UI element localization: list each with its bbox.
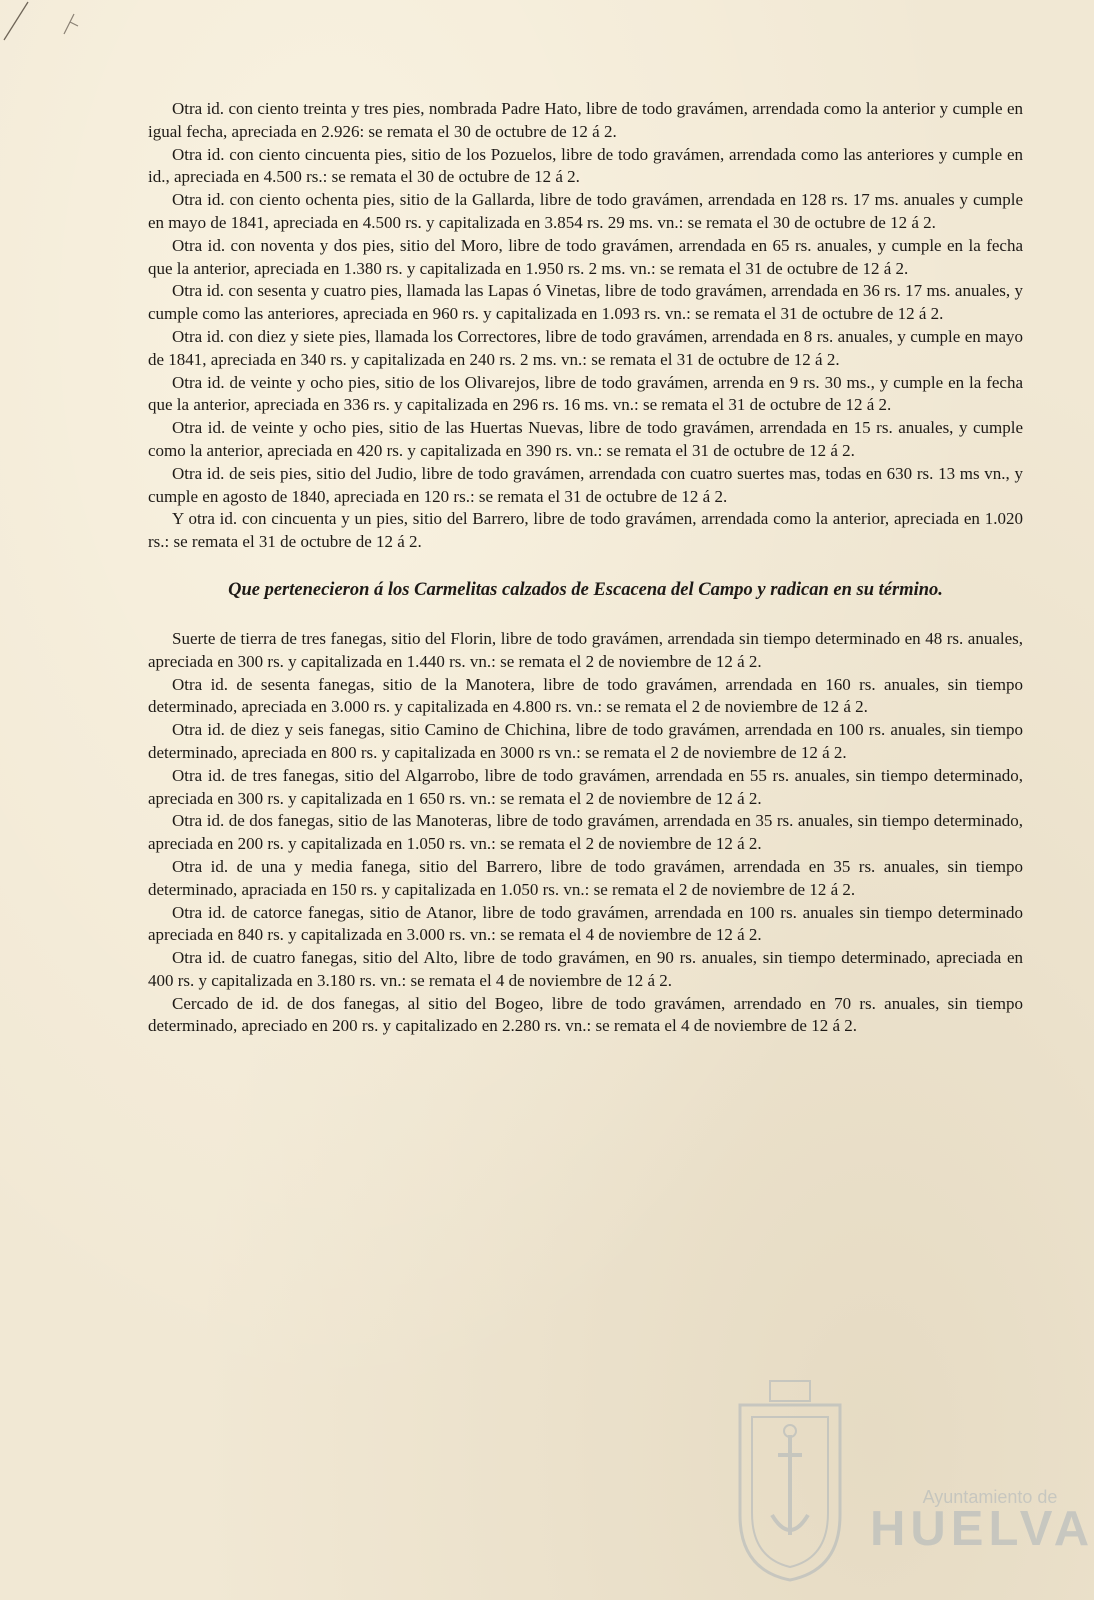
property-entry: Y otra id. con cincuenta y un pies, sitio del Barrero, libre de todo gravámen, arrendada como la anterior, apreciada en 1.020 rs.: se remata el 31 de octubre de 12 á 2. bbox=[148, 509, 1023, 552]
property-entry: Cercado de id. de dos fanegas, al sitio del Bogeo, libre de todo gravámen, arrendado en 70 rs. anuales, sin tiempo determinado, apreciado en 200 rs. y capitalizado en 2.280 rs. vn.: se remata el 4 de noviembre de 12 á 2. bbox=[148, 993, 1023, 1036]
property-entry: Otra id. de veinte y ocho pies, sitio de los Olivarejos, libre de todo gravámen, arrenda en 9 rs. 30 ms., y cumple en la fecha que la anterior, apreciada en 336 rs. y capitalizada en 296 rs. 16 ms. vn.: se remata el 31 de octubre de 12 á 2. bbox=[148, 372, 1023, 415]
property-entry: Otra id. de sesenta fanegas, sitio de la Manotera, libre de todo gravámen, arrendada en 160 rs. anuales, sin tiempo determinado, apreciada en 3.000 rs. y capitalizada en 4.800 rs. vn.: se remata el 2 de noviembre de 12 á 2. bbox=[148, 674, 1023, 717]
document-body bbox=[148, 98, 1023, 1038]
property-list-section-1 bbox=[148, 98, 1023, 554]
archive-watermark bbox=[730, 1375, 1094, 1600]
property-entry: Otra id. con ciento cincuenta pies, sitio de los Pozuelos, libre de todo gravámen, arrendada como las anteriores y cumple en id., apreciada en 4.500 rs.: se remata el 30 de octubre de 12 á 2. bbox=[148, 144, 1023, 187]
property-list-section-2 bbox=[148, 628, 1023, 1038]
property-entry: Otra id. con noventa y dos pies, sitio del Moro, libre de todo gravámen, arrendada en 65 rs. anuales, y cumple en la fecha que la anterior, apreciada en 1.380 rs. y capitalizada en 1.950 rs. 2 ms. vn.: se remata el 31 de octubre de 12 á 2. bbox=[148, 235, 1023, 278]
property-entry: Otra id. con ciento ochenta pies, sitio de la Gallarda, libre de todo gravámen, arrendada en 128 rs. 17 ms. anuales y cumple en mayo de 1841, apreciada en 4.500 rs. y capitalizada en 3.854 rs. 29 ms. vn.: se remata el 30 de octubre de 12 á 2. bbox=[148, 190, 1023, 232]
property-entry: Otra id. de seis pies, sitio del Judio, libre de todo gravámen, arrendada con cuatro suertes mas, todas en 630 rs. 13 ms vn., y cumple en agosto de 1840, apreciada en 120 rs.: se remata el 31 de octubre de 12 á 2. bbox=[148, 463, 1023, 506]
property-entry: Otra id. de veinte y ocho pies, sitio de las Huertas Nuevas, libre de todo gravámen, arrendada en 15 rs. anuales, y cumple como la anterior, apreciada en 420 rs. y capitalizada en 390 rs. vn.: se remata el 31 de octubre de 12 á 2. bbox=[148, 418, 1023, 460]
property-entry: Otra id. con diez y siete pies, llamada los Correctores, libre de todo gravámen, arrendada en 8 rs. anuales, y cumple en mayo de 1841, apreciada en 340 rs. y capitalizada en 240 rs. 2 ms. vn.: se remata el 31 de octubre de 12 á 2. bbox=[148, 326, 1023, 369]
property-entry: Otra id. de catorce fanegas, sitio de Atanor, libre de todo gravámen, arrendada en 100 rs. anuales sin tiempo determinado apreciada en 840 rs. y capitalizada en 3.000 rs. vn.: se remata el 4 de noviembre de 12 á 2. bbox=[148, 902, 1023, 945]
corner-pen-marks bbox=[0, 0, 90, 60]
property-entry: Otra id. de una y media fanega, sitio del Barrero, libre de todo gravámen, arrendada en 35 rs. anuales, sin tiempo determinado, apraciada en 150 rs. y capitalizada en 1.050 rs. vn.: se remata el 2 de noviembre de 12 á 2. bbox=[148, 856, 1023, 899]
coat-of-arms-icon bbox=[730, 1375, 850, 1585]
property-entry: Otra id. de dos fanegas, sitio de las Manoteras, libre de todo gravámen, arrendada en 35 rs. anuales, sin tiempo determinado, apreciada en 200 rs. y capitalizada en 1.050 rs. vn.: se remata el 2 de noviembre de 12 á 2. bbox=[148, 811, 1023, 854]
watermark-line-1: Ayuntamiento de bbox=[922, 1487, 1058, 1507]
section-heading: Que pertenecieron á los Carmelitas calzados de Escacena del Campo y radican en su término. bbox=[228, 579, 943, 600]
property-entry: Otra id. con sesenta y cuatro pies, llamada las Lapas ó Vinetas, libre de todo gravámen, arrendada en 36 rs. 17 ms. anuales, y cumple como las anteriores, apreciada en 960 rs. y capitalizada en 1.093 rs. vn.: se remata el 31 de octubre de 12 á 2. bbox=[148, 281, 1023, 324]
property-entry: Otra id. de diez y seis fanegas, sitio Camino de Chichina, libre de todo gravámen, arrendada en 100 rs. anuales, sin tiempo determinado, apreciada en 800 rs. y capitalizada en 3000 rs vn.: se remata el 2 de noviembre de 12 á 2. bbox=[148, 720, 1023, 762]
property-entry: Otra id. con ciento treinta y tres pies, nombrada Padre Hato, libre de todo gravámen, arrendada como la anterior y cumple en igual fecha, apreciada en 2.926: se remata el 30 de octubre de 12 á 2. bbox=[148, 99, 1023, 141]
property-entry: Suerte de tierra de tres fanegas, sitio del Florin, libre de todo gravámen, arrendada sin tiempo determinado en 48 rs. anuales, apreciada en 300 rs. y capitalizada en 1.440 rs. vn.: se remata el 2 de noviembre de 12 á 2. bbox=[148, 628, 1023, 671]
watermark-line-2: HUELVA bbox=[870, 1502, 1094, 1556]
property-entry: Otra id. de cuatro fanegas, sitio del Alto, libre de todo gravámen, en 90 rs. anuales, sin tiempo determinado, apreciada en 400 rs. y capitalizada en 3.180 rs. vn.: se remata el 4 de noviembre de 12 á 2. bbox=[148, 948, 1023, 990]
property-entry: Otra id. de tres fanegas, sitio del Algarrobo, libre de todo gravámen, arrendada en 55 rs. anuales, sin tiempo determinado, apreciada en 300 rs. y capitalizada en 1 650 rs. vn.: se remata el 2 de noviembre de 12 á 2. bbox=[148, 765, 1023, 808]
